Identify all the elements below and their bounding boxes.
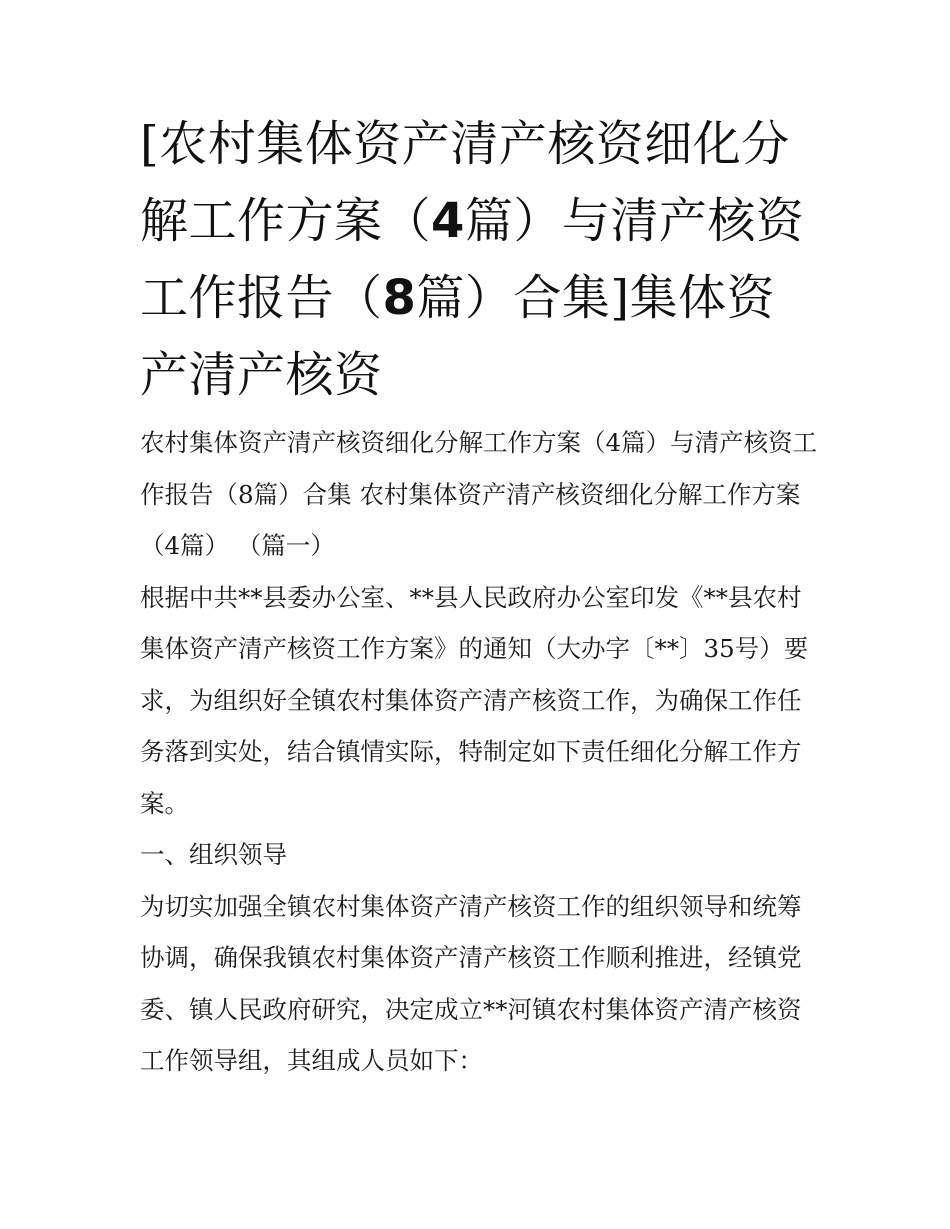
- document-content: [140, 106, 820, 1087]
- basis-paragraph: 根据中共**县委办公室、**县人民政府办公室印发《**县农村集体资产清产核资工作方案》的通知（大办字〔**〕35号）要求，为组织好全镇农村集体资产清产核资工作，为确保工作任务落到实处，结合镇情实际，特制定如下责任细化分解工作方案。: [140, 582, 809, 818]
- title-number-1: 4: [431, 193, 465, 249]
- title-part-1: [农村集体资产清产核资细化分解工作方案（: [140, 116, 790, 249]
- document-title: [140, 106, 820, 414]
- intro-paragraph: 农村集体资产清产核资细化分解工作方案（4篇）与清产核资工作报告（8篇）合集 农村集体资产清产核资细化分解工作方案（4篇） （篇一）: [140, 428, 818, 560]
- organization-paragraph: 为切实加强全镇农村集体资产清产核资工作的组织领导和统筹协调，确保我镇农村集体资产清产核资工作顺利推进，经镇党委、镇人民政府研究，决定成立**河镇农村集体资产清产核资工作领导组，其组成人员如下：: [140, 891, 802, 1075]
- section-heading-organization: 一、组织领导: [140, 840, 287, 869]
- title-part-3: 篇）合集]集体资产清产核资: [140, 270, 776, 403]
- title-number-2: 8: [382, 270, 417, 326]
- title-part-2: 篇）与清产核资工作报告（: [140, 193, 805, 326]
